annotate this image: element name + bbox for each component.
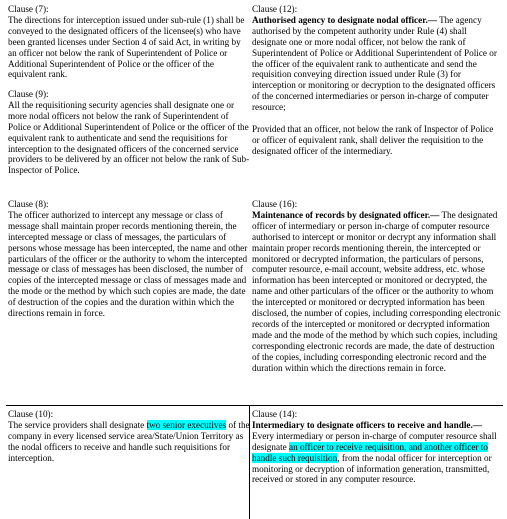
clause-10-label: Clause (10): <box>8 409 54 419</box>
clause-9-label: Clause (9): <box>8 89 49 99</box>
clause-10-cell <box>8 409 250 464</box>
clause-14-body-before: Every intermediary or person in-charge of computer resource shall designate <box>252 430 497 452</box>
clause-14-highlight: an officer to receive requisition, and another officer to handle such requisition <box>252 441 488 463</box>
clause-12-proviso: Provided that an officer, not below the rank of Inspector of Police or officer of equivalent rank, shall deliver the requisition to the designated officer of the intermediary. <box>252 124 494 156</box>
clause-16-text <box>252 210 502 374</box>
clause-8-label: Clause (8): <box>8 199 49 209</box>
clause-9-cell <box>8 89 250 176</box>
clause-7-cell <box>8 4 250 80</box>
clause-16-body: The designated officer of intermediary or person in-charge of computer resource authorised to intercept or monitor or decrypt any information shall maintain proper records mentioning therein, the intercepted or monitored or decrypted information, the particulars of persons, computer resource, e-mail account, website address, etc. whose information has been intercepted or monitored or decrypted, the name and other particulars of the officer or the authority to whom the intercepted or monitored or decrypted information has been disclosed, the number of copies, including corresponding electronic records of the intercepted or monitored or decrypted information made and the mode of the method by which such copies, including corresponding electronic records are made, the date of destruction of the copies, including corresponding electronic record and the duration within which the directions remain in force. <box>252 209 501 373</box>
clause-12-text <box>252 15 502 113</box>
clause-10-body-after: of the company in every licensed service area/State/Union Territory as the nodal officers to receive and handle such requisitions for interception. <box>8 419 250 463</box>
clause-14-heading: Intermediary to designate officers to receive and handle.— <box>252 419 482 430</box>
clause-8-text: The officer authorized to intercept any message or class of message shall maintain proper records mentioning therein, the intercepted message or class of messages, the particulars of persons whose message has been intercepted, the name and other particulars of the officer or the authority to whom the intercepted message or class of messages has been disclosed, the number of copies of the intercepted message or class of messages made and the mode or the method by which such copies are made, the date of destruction of the copies and the duration within which the directions remain in force. <box>8 209 248 319</box>
clause-16-label: Clause (16): <box>252 199 298 209</box>
clause-14-body-after: , from the nodal officer for interception or monitoring or decryption of information generation, transmitted, received or stored in any computer resource. <box>252 452 492 485</box>
row-divider <box>6 405 503 406</box>
clause-14-text <box>252 420 502 485</box>
clause-7-text: The directions for interception issued under sub-rule (1) shall be conveyed to the designated officers of the licensee(s) who have been granted licenses under Section 4 of said Act, in writing by an officer not below the rank of Superintendent of Police or Additional Superintendent of Police or the officer of the equivalent rank. <box>8 14 245 80</box>
clause-16-cell <box>252 199 502 374</box>
clause-8-cell <box>8 199 250 319</box>
clause-10-text <box>8 420 250 464</box>
clause-14-label: Clause (14): <box>252 409 298 419</box>
clause-9-text: All the requisitioning security agencies shall designate one or more nodal officers not below the rank of Superintendent of Police or Additional Superintendent of Police or the officer of the equivalent rank to authenticate and send the requisitions for interception to the designated officers of the concerned service providers to be delivered by an officer not below the rank of Sub-Inspector of Police. <box>8 99 250 176</box>
clause-7-label: Clause (7): <box>8 4 49 14</box>
clause-12-cell <box>252 4 502 157</box>
clause-10-body-before: The service providers shall designate <box>8 419 147 430</box>
clause-12-body: The agency authorised by the competent authority under Rule (4) shall designate one or more nodal officer, not below the rank of Superintendent of Police or Additional Superintendent of Police or the officer of the equivalent rank to authenticate and send the requisition conveying direction issued under Rule (3) for interception or monitoring or decryption to the designated officers of the concerned intermediaries or person in-charge of computer resource; <box>252 14 497 113</box>
clause-12-label: Clause (12): <box>252 4 298 14</box>
clause-16-heading: Maintenance of records by designated officer.— <box>252 209 440 220</box>
clause-14-cell <box>252 409 502 485</box>
clause-10-highlight: two senior executives <box>146 419 227 430</box>
clause-12-heading: Authorised agency to designate nodal officer.— <box>252 14 437 25</box>
